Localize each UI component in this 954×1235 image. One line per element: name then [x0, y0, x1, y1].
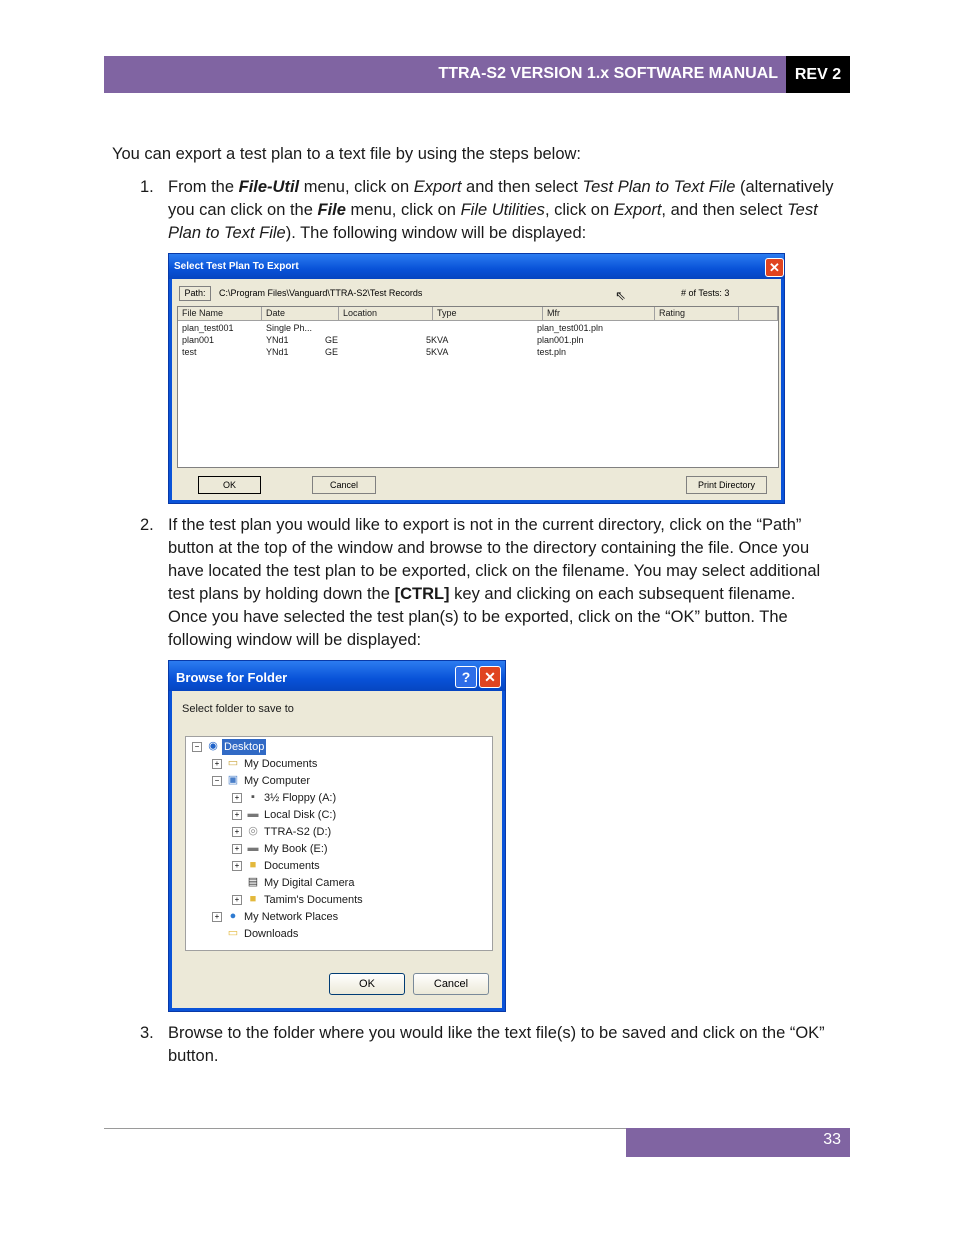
tree-label: Tamim's Documents	[264, 894, 363, 906]
header-rev: REV 2	[786, 56, 850, 93]
step-3-number: 3.	[140, 1024, 154, 1042]
cancel-button[interactable]: Cancel	[312, 476, 376, 494]
expand-icon[interactable]: +	[232, 861, 242, 871]
step-3-text: Browse to the folder where you would like the text file(s) to be saved and click on the “OK” button.	[168, 1024, 825, 1065]
tree-label: My Book (E:)	[264, 843, 328, 855]
cell-type: 5KVA	[426, 347, 449, 357]
step-2-ctrl: [CTRL]	[394, 585, 450, 603]
dialog1-title: Select Test Plan To Export	[174, 261, 299, 272]
cell-date: Single Ph...	[266, 323, 313, 333]
folder-icon: ▭	[227, 757, 239, 769]
page-number: 33	[823, 1131, 841, 1148]
expand-icon[interactable]: +	[232, 827, 242, 837]
dialog2-client	[172, 691, 502, 1008]
page-header	[104, 56, 850, 93]
step-1-seg: menu, click on	[299, 178, 414, 196]
step-1-seg: From the	[168, 178, 239, 196]
tree-label: Documents	[264, 860, 320, 872]
dialog2-titlebar	[169, 661, 505, 691]
hard-drive-icon: ▬	[247, 808, 259, 820]
col-header-file-name[interactable]: File Name	[178, 307, 262, 321]
cell-mfr: test.pln	[537, 347, 567, 357]
cd-drive-icon: ◎	[248, 825, 258, 837]
cell-file-name: plan001	[182, 335, 215, 345]
tree-label: Local Disk (C:)	[264, 809, 337, 821]
tree-label: My Network Places	[244, 911, 339, 923]
step-1-test-plan-2: Test Plan to Text File	[168, 201, 818, 242]
mouse-cursor-icon: ⇖	[615, 288, 626, 303]
folder-tree[interactable]	[185, 736, 493, 951]
cancel-button[interactable]: Cancel	[413, 973, 489, 995]
step-1-number: 1.	[140, 178, 154, 196]
step-1-text	[168, 176, 838, 245]
intro-paragraph: You can export a test plan to a text file by using the steps below:	[112, 145, 582, 163]
computer-icon: ▣	[227, 774, 239, 786]
footer-box	[626, 1128, 850, 1157]
path-button[interactable]: Path:	[179, 286, 211, 301]
path-value: C:\Program Files\Vanguard\TTRA-S2\Test Records	[219, 288, 423, 298]
expand-icon[interactable]: +	[212, 759, 222, 769]
step-1-export-2: Export	[613, 201, 662, 219]
folder-icon: ■	[249, 859, 257, 871]
step-1-seg: , click on	[544, 201, 614, 219]
step-1-seg: ). The following window will be displayed:	[285, 224, 587, 242]
tree-label: My Documents	[244, 758, 318, 770]
dialog1-client	[172, 279, 781, 500]
folder-icon: ▭	[227, 927, 239, 939]
step-1-seg: menu, click on	[345, 201, 461, 219]
expand-icon[interactable]: +	[232, 810, 242, 820]
cell-location: GE	[325, 335, 339, 345]
expand-icon[interactable]: +	[232, 844, 242, 854]
step-1-file: File	[317, 201, 346, 219]
dialog1-titlebar	[169, 254, 784, 279]
select-test-plan-dialog	[168, 253, 785, 504]
col-header-mfr[interactable]: Mfr	[543, 307, 655, 321]
cell-file-name: test	[182, 347, 197, 357]
header-bar	[104, 56, 786, 93]
step-1-file-utilities: File Utilities	[460, 201, 545, 219]
step-1-test-plan: Test Plan to Text File	[582, 178, 736, 196]
cell-mfr: plan_test001.pln	[537, 323, 604, 333]
expand-icon[interactable]: +	[232, 793, 242, 803]
test-plan-list[interactable]	[177, 306, 779, 468]
step-1-seg: and then select	[461, 178, 583, 196]
col-header-location[interactable]: Location	[339, 307, 433, 321]
step-1-file-util: File-Util	[238, 178, 300, 196]
step-1-seg: (alternatively you can click on the	[168, 178, 834, 219]
collapse-icon[interactable]: −	[192, 742, 202, 752]
close-icon[interactable]: ✕	[765, 258, 784, 277]
step-2-seg: If the test plan you would like to export is not in the current directory, click on the “Path” button at the top of the window and browse to the directory containing the file. Once you have located the test plan to be exported, click on the filename. You may select additional test plans by holding down the	[168, 516, 821, 603]
step-2-number: 2.	[140, 516, 154, 534]
ok-button[interactable]: OK	[198, 476, 261, 494]
tree-label: My Digital Camera	[264, 877, 355, 889]
folder-icon: ■	[249, 893, 257, 905]
step-1-seg: , and then select	[661, 201, 788, 219]
browse-folder-dialog	[168, 660, 506, 1012]
close-icon[interactable]: ✕	[479, 666, 501, 688]
cell-date: YNd1	[266, 335, 289, 345]
expand-icon[interactable]: +	[232, 895, 242, 905]
network-icon: ●	[229, 910, 237, 922]
print-directory-button[interactable]: Print Directory	[686, 476, 767, 494]
ok-button[interactable]: OK	[329, 973, 405, 995]
header-title: TTRA-S2 VERSION 1.x SOFTWARE MANUAL	[438, 65, 778, 82]
camera-icon: ▤	[247, 876, 259, 888]
tree-label: My Computer	[244, 775, 311, 787]
help-icon[interactable]: ?	[455, 666, 477, 688]
tree-label: Desktop	[224, 741, 265, 753]
step-2-seg: key and clicking on each subsequent filename. Once you have selected the test plan(s) to be exported, click on the “OK” button. The following window will be displayed:	[168, 585, 796, 649]
cell-type: 5KVA	[426, 335, 449, 345]
hard-drive-icon: ▬	[247, 842, 259, 854]
tree-label: TTRA-S2 (D:)	[264, 826, 332, 838]
cell-file-name: plan_test001	[182, 323, 234, 333]
col-header-type[interactable]: Type	[433, 307, 543, 321]
col-header-date[interactable]: Date	[262, 307, 339, 321]
col-header-rating[interactable]: Rating	[655, 307, 739, 321]
tree-label: Downloads	[244, 928, 299, 940]
dialog2-title: Browse for Folder	[176, 670, 288, 685]
step-1-export: Export	[413, 178, 462, 196]
floppy-icon: ▪	[251, 791, 255, 803]
cell-date: YNd1	[266, 347, 289, 357]
tree-label: 3½ Floppy (A:)	[264, 792, 337, 804]
col-header-blank	[739, 307, 778, 321]
desktop-icon: ◉	[208, 740, 218, 752]
dialog2-prompt: Select folder to save to	[182, 703, 294, 715]
cell-mfr: plan001.pln	[537, 335, 584, 345]
step-2-text	[168, 514, 838, 652]
expand-icon[interactable]: +	[212, 912, 222, 922]
tests-count: # of Tests: 3	[681, 288, 730, 298]
cell-location: GE	[325, 347, 339, 357]
collapse-icon[interactable]: −	[212, 776, 222, 786]
